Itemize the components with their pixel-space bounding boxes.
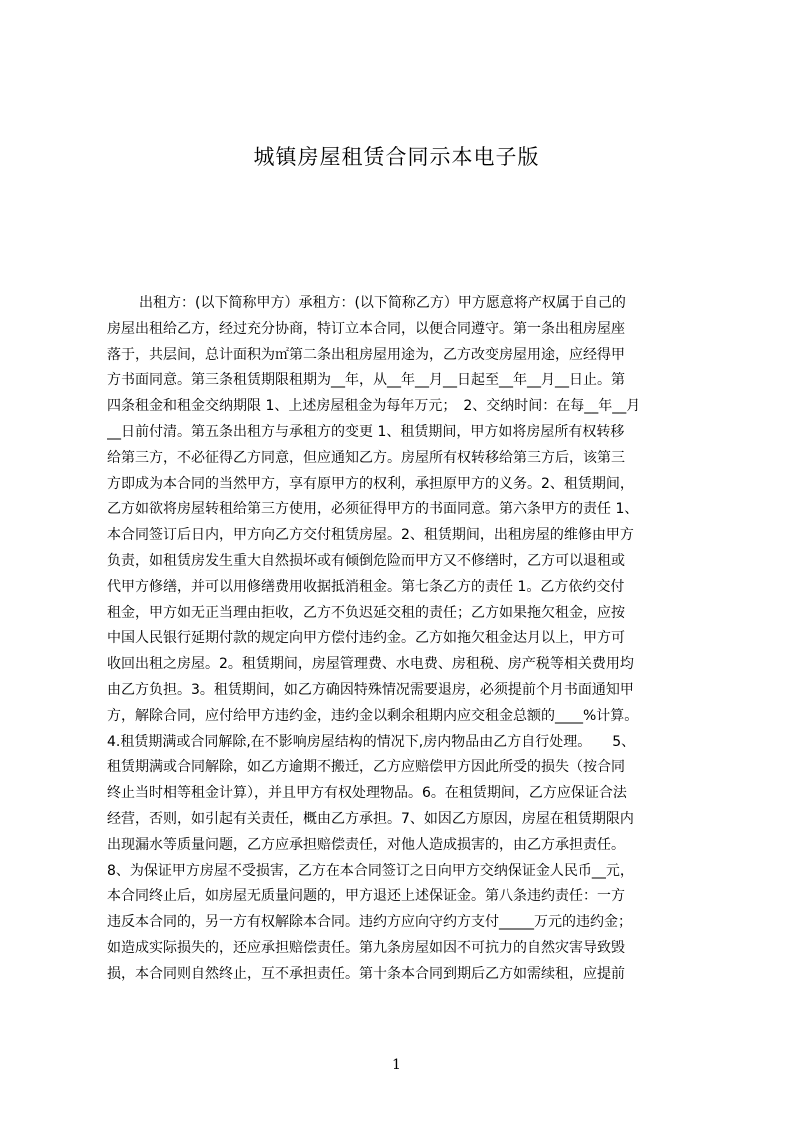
paragraph-line: 出租方：(以下简称甲方）承租方：(以下简称乙方）甲方愿意将产权属于自己的 xyxy=(139,295,626,311)
paragraph-line: 方书面同意。第三条租赁期限租期为__年，从__年__月__日起至__年__月__日止。第 xyxy=(107,372,625,389)
paragraph-line: 出现漏水等质量问题，乙方应承担赔偿责任，对他人造成损害的，由乙方承担责任。 xyxy=(107,836,625,853)
paragraph-line: 落于，共层间，总计面积为㎡第二条出租房屋用途为，乙方改变房屋用途，应经得甲 xyxy=(107,346,625,363)
paragraph-line: 方，解除合同，应付给甲方违约金，违约金以剩余租期内应交租金总额的____%计算。 xyxy=(107,707,639,724)
paragraph-line: 方即成为本合同的当然甲方，享有原甲方的权利，承担原甲方的义务。2、租赁期间， xyxy=(107,475,634,492)
paragraph-line: 经营，否则，如引起有关责任，概由乙方承担。7、如因乙方原因，房屋在租赁期限内 xyxy=(107,810,634,827)
paragraph-line: 中国人民银行延期付款的规定向甲方偿付违约金。乙方如拖欠租金达月以上，甲方可 xyxy=(107,630,625,647)
contract-body xyxy=(107,291,697,988)
paragraph-line: 租金，甲方如无正当理由拒收，乙方不负迟延交租的责任；乙方如果拖欠租金，应按 xyxy=(107,604,625,621)
paragraph-line: 房屋出租给乙方，经过充分协商，特订立本合同，以便合同遵守。第一条出租房屋座 xyxy=(107,320,625,337)
paragraph-line: 负责，如租赁房发生重大自然损坏或有倾倒危险而甲方又不修缮时，乙方可以退租或 xyxy=(107,552,625,569)
paragraph-line: 收回出租之房屋。2。租赁期间，房屋管理费、水电费、房租税、房产税等相关费用均 xyxy=(107,656,634,673)
paragraph-line: 本合同签订后日内，甲方向乙方交付租赁房屋。2、租赁期间，出租房屋的维修由甲方 xyxy=(107,527,634,544)
paragraph-line: 如造成实际损失的，还应承担赔偿责任。第九条房屋如因不可抗力的自然灾害导致毁 xyxy=(107,939,625,956)
paragraph-line: 8、为保证甲方房屋不受损害，乙方在本合同签订之日向甲方交纳保证金人民币__元， xyxy=(107,862,634,879)
paragraph-line: 给第三方，不必征得乙方同意，但应通知乙方。房屋所有权转移给第三方后，该第三 xyxy=(107,449,625,466)
paragraph-line: 违反本合同的，另一方有权解除本合同。违约方应向守约方支付_____万元的违约金； xyxy=(107,914,632,931)
paragraph-line: 损，本合同则自然终止，互不承担责任。第十条本合同到期后乙方如需续租，应提前 xyxy=(107,965,625,982)
paragraph-line: 4.租赁期满或合同解除,在不影响房屋结构的情况下,房内物品由乙方自行处理。 5、 xyxy=(107,733,636,750)
paragraph-line: 代甲方修缮，并可以用修缮费用收据抵消租金。第七条乙方的责任 1。乙方依约交付 xyxy=(107,578,625,595)
document-title: 城镇房屋租赁合同示本电子版 xyxy=(253,145,540,169)
paragraph-line: 四条租金和租金交纳期限 1、上述房屋租金为每年万元； 2、交纳时间：在每__年__月 xyxy=(107,398,641,415)
paragraph-line: __日前付清。第五条出租方与承租方的变更 1、租赁期间，甲方如将房屋所有权转移 xyxy=(107,423,625,440)
paragraph-line: 乙方如欲将房屋转租给第三方使用，必须征得甲方的书面同意。第六条甲方的责任 1、 xyxy=(107,501,639,518)
paragraph-line: 租赁期满或合同解除，如乙方逾期不搬迁，乙方应赔偿甲方因此所受的损失（按合同 xyxy=(107,759,625,776)
page-number: 1 xyxy=(392,1057,401,1073)
paragraph-line: 终止当时相等租金计算），并且甲方有权处理物品。6。在租赁期间，乙方应保证合法 xyxy=(107,785,627,802)
paragraph-line: 由乙方负担。3。租赁期间，如乙方确因特殊情况需要退房，必须提前个月书面通知甲 xyxy=(107,681,634,698)
paragraph-line: 本合同终止后，如房屋无质量问题的，甲方退还上述保证金。第八条违约责任：一方 xyxy=(107,888,625,905)
